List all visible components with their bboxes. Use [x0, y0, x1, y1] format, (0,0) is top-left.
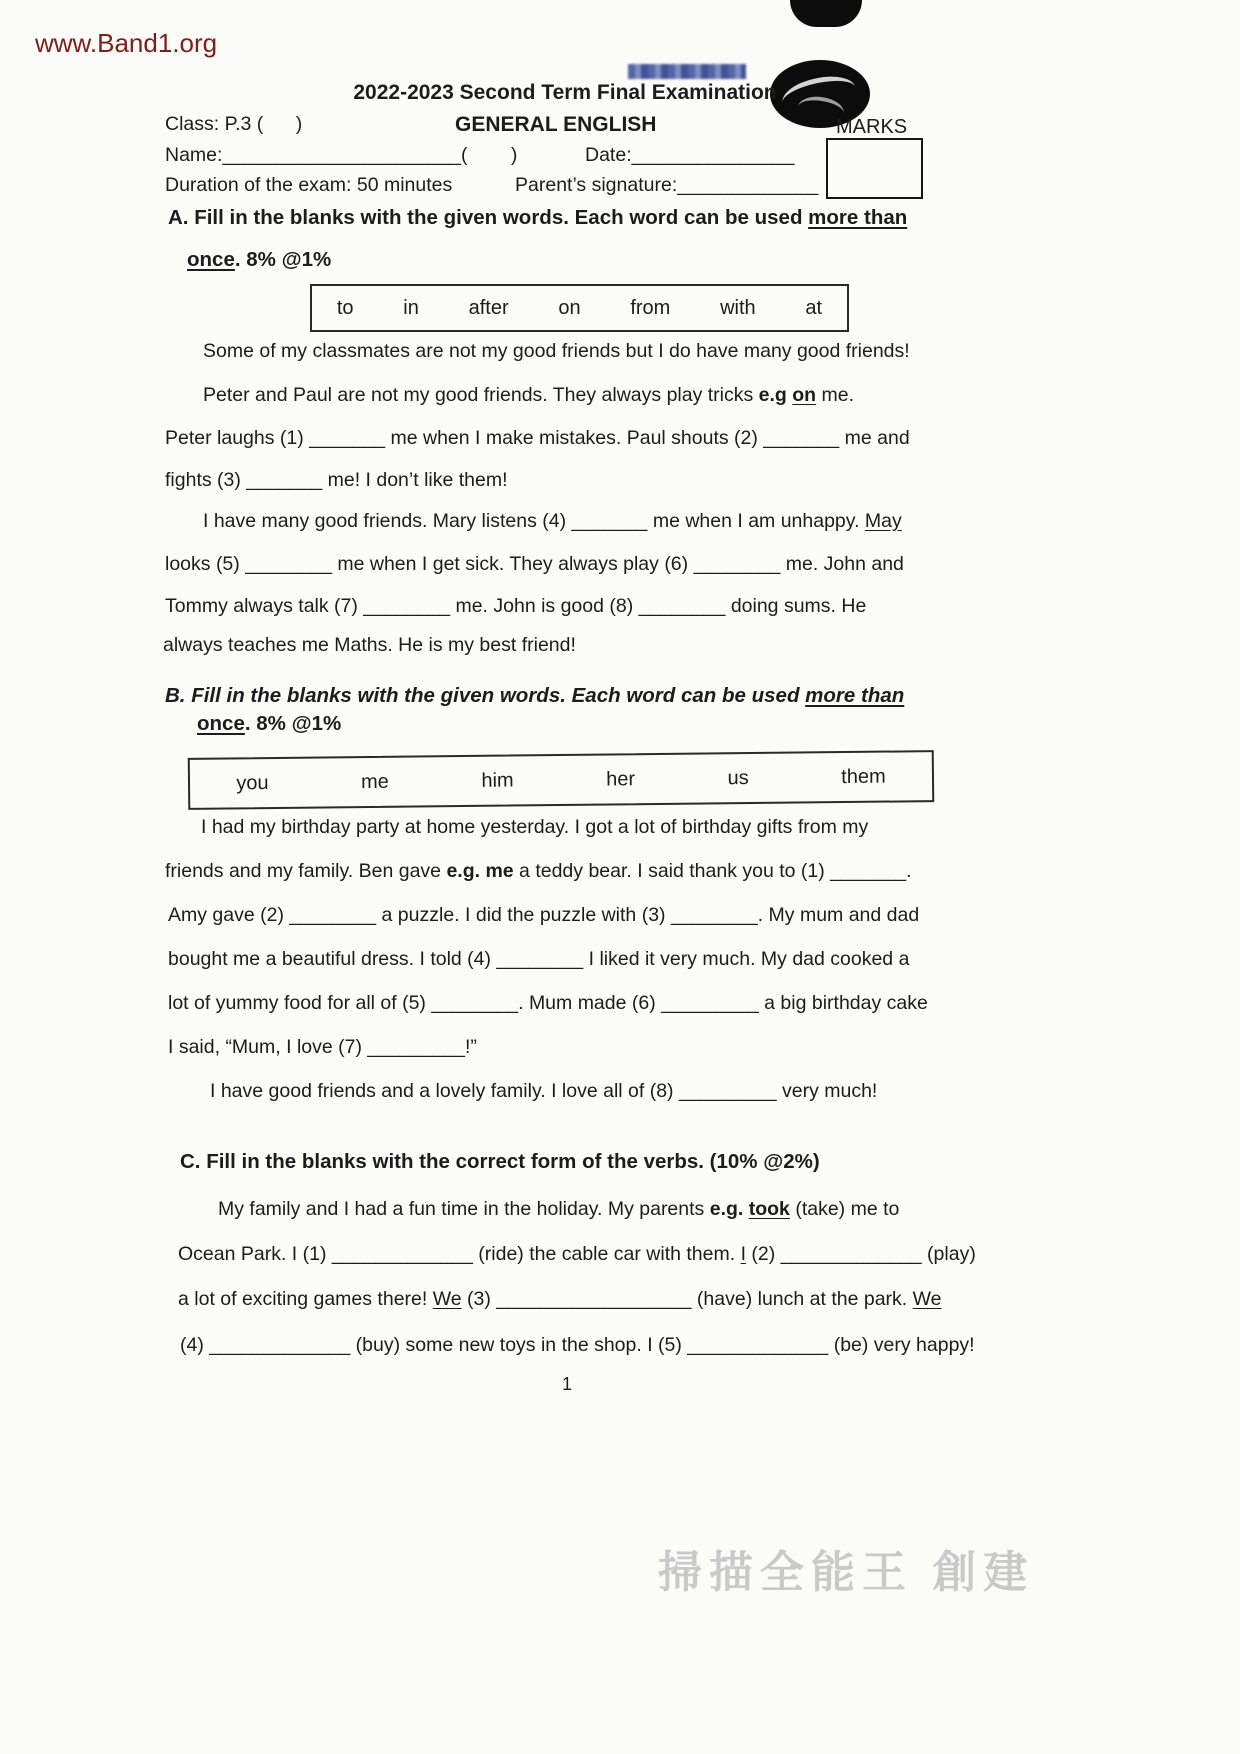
word-bank-item: to — [336, 296, 354, 319]
section-b-heading-line1 — [165, 684, 904, 709]
section-a-heading-pre: A. Fill in the blanks with the given words. Each word can be used — [168, 206, 809, 229]
section-b-heading-once: once — [197, 712, 245, 735]
word-bank-item: after — [468, 296, 509, 319]
section-a-line-5 — [203, 510, 902, 533]
section-c-line-1-eg: e.g. — [709, 1198, 749, 1220]
date-label: Date: — [585, 144, 632, 166]
marks-box — [826, 138, 923, 199]
page-number: 1 — [562, 1374, 573, 1394]
section-a-heading-more-than: more than — [808, 206, 908, 229]
section-c-line-3-s2: (3) __________________ (have) lunch at the park. — [461, 1288, 913, 1310]
section-a-line-6: looks (5) ________ me when I get sick. They always play (6) ________ me. John and — [165, 553, 904, 575]
section-b-line-2-pre: friends and my family. Ben gave — [165, 860, 447, 882]
section-a-word-bank — [310, 284, 849, 332]
class-line: Class: P.3 ( ) — [165, 113, 303, 135]
section-c-line-1-post: (take) me to — [789, 1198, 900, 1220]
camscanner-watermark: 掃描全能王 創建 — [658, 1548, 1035, 1597]
section-a-heading-line1 — [168, 206, 907, 231]
section-b-line-2 — [165, 860, 912, 883]
marks-label: MARKS — [836, 116, 908, 138]
signature-blank: _____________ — [677, 174, 819, 196]
subject-title: GENERAL ENGLISH — [455, 113, 657, 136]
word-bank-item: her — [606, 767, 636, 791]
date-row — [585, 144, 794, 167]
section-b-heading-marks: . 8% @1% — [244, 712, 342, 735]
section-c-line-3-underlined-we: We — [432, 1288, 462, 1310]
section-a-heading-line2 — [187, 248, 331, 273]
section-c-line-1 — [218, 1198, 899, 1221]
section-a-line-5-pre: I have many good friends. Mary listens (4) _______ me when I am unhappy. — [203, 510, 865, 532]
word-bank-item: me — [360, 770, 389, 793]
name-paren: ( ) — [461, 144, 518, 166]
section-b-line-2-post: a teddy bear. I said thank you to (1) _______. — [513, 860, 912, 882]
date-blank: _______________ — [631, 144, 795, 166]
section-a-line-1: Some of my classmates are not my good friends but I do have many good friends! — [203, 340, 910, 362]
section-c-heading: C. Fill in the blanks with the correct form of the verbs. (10% @2%) — [180, 1150, 820, 1173]
section-c-line-2-s1: Ocean Park. I (1) _____________ (ride) the cable car with them. — [178, 1243, 741, 1265]
section-b-line-4: bought me a beautiful dress. I told (4) ________ I liked it very much. My dad cooked a — [168, 948, 910, 970]
word-bank-item: them — [841, 765, 886, 788]
band1-watermark: www.Band1.org — [35, 28, 218, 58]
section-c-line-2-underlined-i: I — [740, 1243, 746, 1265]
name-label: Name: — [165, 144, 223, 166]
section-a-line-2 — [203, 384, 854, 407]
section-b-heading-pre: B. Fill in the blanks with the given words. Each word can be used — [165, 684, 806, 707]
name-row — [165, 144, 517, 167]
section-b-line-6: I said, “Mum, I love (7) _________!” — [168, 1036, 477, 1058]
stamp-top-blob — [790, 0, 862, 27]
section-a-line-8: always teaches me Maths. He is my best friend! — [163, 634, 576, 656]
section-a-line-5-may: May — [864, 510, 902, 532]
section-a-heading-marks: . 8% @1% — [234, 248, 332, 271]
word-bank-item: from — [630, 296, 671, 319]
section-b-heading-more-than: more than — [805, 684, 905, 707]
section-a-line-2-post: me. — [816, 384, 855, 406]
section-a-line-4: fights (3) _______ me! I don’t like them! — [165, 469, 508, 491]
section-c-line-3 — [178, 1288, 942, 1311]
section-c-line-2-s2: (2) _____________ (play) — [745, 1243, 976, 1265]
word-bank-item: on — [558, 296, 581, 319]
duration-line: Duration of the exam: 50 minutes — [165, 174, 453, 196]
section-b-line-3: Amy gave (2) ________ a puzzle. I did the puzzle with (3) ________. My mum and dad — [168, 904, 920, 926]
section-c-line-3-underlined-we-2: We — [912, 1288, 942, 1310]
section-a-line-7: Tommy always talk (7) ________ me. John is good (8) ________ doing sums. He — [165, 595, 867, 617]
section-a-heading-once: once — [187, 248, 235, 271]
section-b-line-7: I have good friends and a lovely family. I love all of (8) _________ very much! — [210, 1080, 878, 1102]
section-c-line-4: (4) _____________ (buy) some new toys in the shop. I (5) _____________ (be) very happy! — [180, 1334, 975, 1356]
word-bank-item: us — [727, 766, 749, 789]
section-b-line-5: lot of yummy food for all of (5) ________. Mum made (6) _________ a big birthday cake — [168, 992, 928, 1014]
section-c-line-1-answer: took — [748, 1198, 790, 1220]
name-blank: ______________________ — [222, 144, 462, 166]
section-c-line-1-pre: My family and I had a fun time in the holiday. My parents — [218, 1198, 710, 1220]
redacted-school-name — [628, 64, 746, 79]
section-b-line-1: I had my birthday party at home yesterday. I got a lot of birthday gifts from my — [201, 816, 869, 838]
word-bank-item: him — [481, 768, 514, 792]
section-a-line-3: Peter laughs (1) _______ me when I make mistakes. Paul shouts (2) _______ me and — [165, 427, 910, 449]
section-a-line-2-pre: Peter and Paul are not my good friends. They always play tricks — [203, 384, 759, 406]
section-c-line-2 — [178, 1243, 976, 1266]
section-b-line-2-example: e.g. me — [446, 860, 514, 882]
exam-title: 2022-2023 Second Term Final Examination — [353, 81, 777, 104]
signature-row — [515, 174, 818, 197]
section-b-word-bank — [188, 750, 935, 810]
section-b-heading-line2 — [197, 712, 341, 737]
word-bank-item: at — [805, 296, 823, 319]
section-a-line-2-eg: e.g — [758, 384, 793, 406]
section-a-line-2-answer: on — [792, 384, 817, 406]
word-bank-item: in — [403, 296, 419, 319]
section-c-line-3-s1: a lot of exciting games there! — [178, 1288, 433, 1310]
signature-label: Parent’s signature: — [515, 174, 678, 196]
word-bank-item: you — [236, 771, 269, 794]
word-bank-item: with — [720, 296, 756, 319]
